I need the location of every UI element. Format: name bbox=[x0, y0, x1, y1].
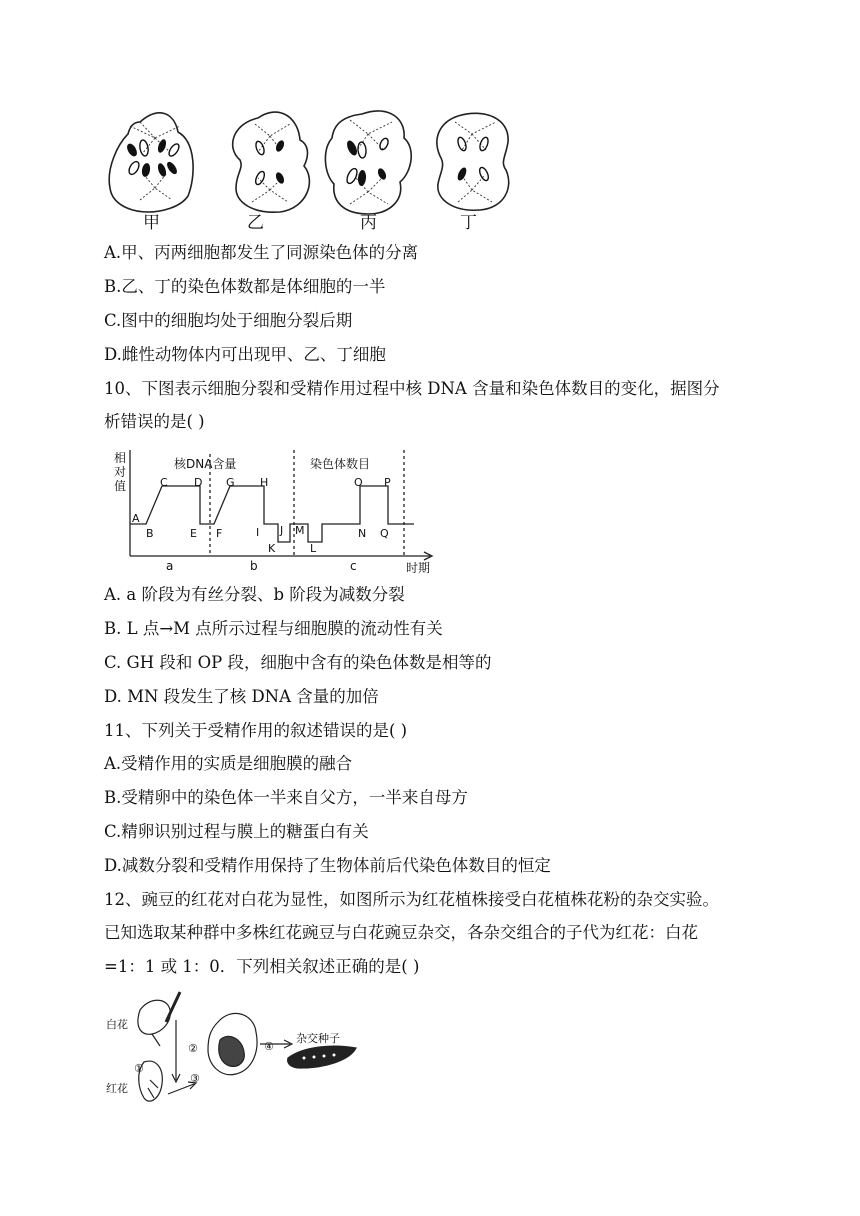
dna-chromosome-graph bbox=[104, 444, 444, 580]
pea-cross-figure bbox=[104, 988, 359, 1114]
step-3: ③ bbox=[190, 1072, 200, 1085]
x-axis-label: 时期 bbox=[406, 561, 431, 575]
phase-label-a: a bbox=[166, 559, 174, 573]
point-e: E bbox=[190, 527, 197, 540]
section-title-dna: 核DNA含量 bbox=[174, 457, 237, 471]
seed-pod-drawing bbox=[288, 1046, 356, 1068]
q12-stem-line2: 已知选取某种群中多株红花豌豆与白花豌豆杂交，各杂交组合的子代为红花：白花 bbox=[104, 923, 698, 942]
cell-bing-outline bbox=[325, 111, 411, 214]
phase-label-b: b bbox=[250, 559, 258, 573]
y-axis-label-1: 相 bbox=[114, 451, 127, 465]
y-axis-label-3: 值 bbox=[114, 479, 127, 493]
label-red-flower: 红花 bbox=[106, 1082, 128, 1095]
q10-option-a: A. a 阶段为有丝分裂、b 阶段为减数分裂 bbox=[104, 585, 405, 604]
cell-label-bing: 丙 bbox=[360, 213, 377, 233]
q10-stem-line1: 10、下图表示细胞分裂和受精作用过程中核 DNA 含量和染色体数目的变化，据图分 bbox=[104, 379, 720, 398]
point-p: P bbox=[384, 476, 391, 489]
q9-option-a: A.甲、丙两细胞都发生了同源染色体的分离 bbox=[104, 243, 419, 262]
y-axis-label-2: 对 bbox=[114, 465, 127, 479]
point-h: H bbox=[260, 476, 269, 489]
point-j: J bbox=[280, 524, 284, 537]
point-m: M bbox=[295, 524, 305, 537]
step-1: ① bbox=[134, 1062, 144, 1075]
cell-yi-outline bbox=[233, 112, 310, 212]
cell-jia-outline bbox=[109, 113, 193, 212]
q11-option-c: C.精卵识别过程与膜上的糖蛋白有关 bbox=[104, 822, 369, 841]
point-k: K bbox=[268, 542, 276, 555]
q10-option-d: D. MN 段发生了核 DNA 含量的加倍 bbox=[104, 687, 379, 706]
q12-stem-line1: 12、豌豆的红花对白花为显性，如图所示为红花植株接受白花植株花粉的杂交实验。 bbox=[104, 890, 719, 909]
point-d: D bbox=[194, 476, 203, 489]
step-4: ④ bbox=[264, 1040, 274, 1053]
cell-ding-outline bbox=[437, 113, 509, 210]
point-f: F bbox=[216, 527, 223, 540]
point-l: L bbox=[310, 542, 317, 555]
q10-option-c: C. GH 段和 OP 段，细胞中含有的染色体数是相等的 bbox=[104, 653, 492, 672]
cell-label-yi: 乙 bbox=[247, 213, 264, 233]
cell-label-jia: 甲 bbox=[143, 213, 160, 233]
q9-option-d: D.雌性动物体内可出现甲、乙、丁细胞 bbox=[104, 345, 386, 364]
cell-label-ding: 丁 bbox=[460, 213, 477, 233]
point-q: Q bbox=[380, 527, 389, 540]
data-line bbox=[130, 486, 414, 542]
label-white-flower: 白花 bbox=[106, 1018, 128, 1031]
label-hybrid-seed: 杂交种子 bbox=[296, 1032, 340, 1045]
q11-option-b: B.受精卵中的染色体一半来自父方，一半来自母方 bbox=[104, 788, 468, 807]
white-flower-drawing bbox=[138, 1000, 170, 1034]
point-a: A bbox=[132, 512, 140, 525]
point-n: N bbox=[358, 527, 367, 540]
step-2: ② bbox=[188, 1042, 198, 1055]
point-g: G bbox=[226, 476, 235, 489]
q10-option-b: B. L 点→M 点所示过程与细胞膜的流动性有关 bbox=[104, 619, 443, 638]
q11-option-d: D.减数分裂和受精作用保持了生物体前后代染色体数目的恒定 bbox=[104, 856, 551, 875]
q12-stem-line3: =1：1 或 1：0．下列相关叙述正确的是( ) bbox=[104, 957, 420, 976]
brush bbox=[166, 992, 180, 1022]
phase-label-c: c bbox=[350, 559, 357, 573]
q9-option-b: B.乙、丁的染色体数都是体细胞的一半 bbox=[104, 277, 386, 296]
q11-option-a: A.受精作用的实质是细胞膜的融合 bbox=[104, 754, 353, 773]
point-b: B bbox=[146, 527, 154, 540]
point-o: O bbox=[354, 476, 363, 489]
q10-stem-line2: 析错误的是( ) bbox=[104, 412, 205, 431]
section-title-chromosome: 染色体数目 bbox=[310, 457, 371, 471]
q9-option-c: C.图中的细胞均处于细胞分裂后期 bbox=[104, 311, 353, 330]
point-c: C bbox=[160, 476, 168, 489]
point-i: I bbox=[256, 526, 260, 539]
q11-stem: 11、下列关于受精作用的叙述错误的是( ) bbox=[104, 721, 408, 740]
